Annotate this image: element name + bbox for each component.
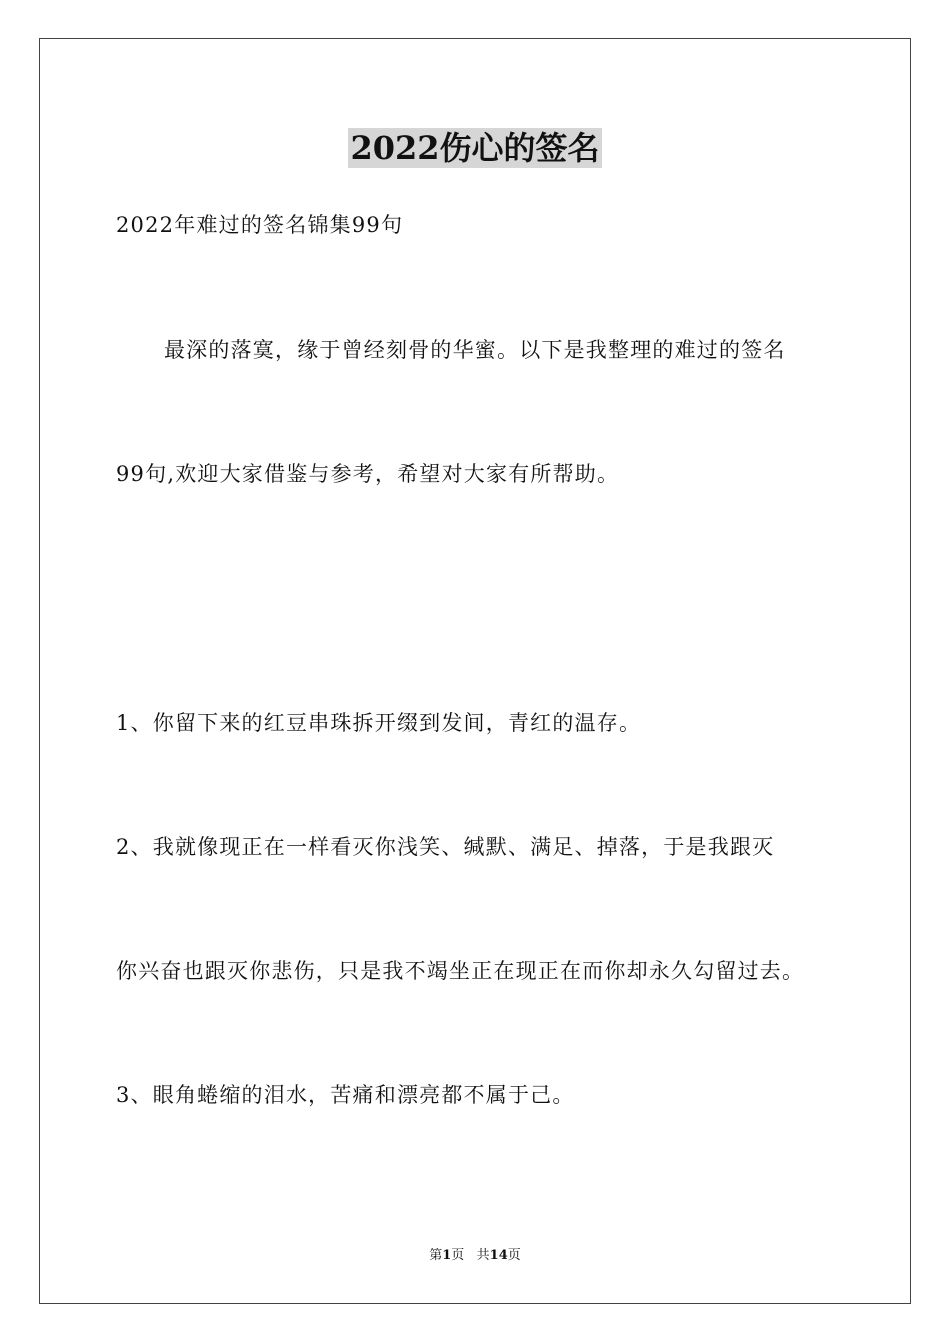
intro-paragraph-line-1: 最深的落寞，缘于曾经刻骨的华蜜。以下是我整理的难过的签名 — [164, 338, 786, 362]
intro-paragraph-line-2: 99句,欢迎大家借鉴与参考，希望对大家有所帮助。 — [116, 462, 620, 486]
footer-page-total: 14 — [489, 1248, 508, 1263]
title-container — [0, 128, 950, 168]
document-subtitle: 2022年难过的签名锦集99句 — [116, 213, 404, 237]
footer-page-suffix: 页 — [507, 1248, 521, 1263]
list-item-1: 1、你留下来的红豆串珠拆开缀到发间，青红的温存。 — [116, 711, 642, 735]
list-item-2-line-1: 2、我就像现正在一样看灭你浅笑、缄默、满足、掉落，于是我跟灭 — [116, 835, 775, 859]
list-item-2-line-2: 你兴奋也跟灭你悲伤，只是我不竭坐正在现正在而你却永久勾留过去。 — [116, 959, 805, 983]
footer-page-prefix: 第 — [429, 1248, 443, 1263]
list-item-3: 3、眼角蜷缩的泪水，苦痛和漂亮都不属于己。 — [116, 1083, 575, 1107]
page-footer — [0, 1247, 950, 1265]
footer-page-mid: 页 共 — [451, 1248, 490, 1263]
footer-page-current: 1 — [442, 1248, 452, 1263]
document-title: 2022伤心的签名 — [350, 129, 600, 167]
